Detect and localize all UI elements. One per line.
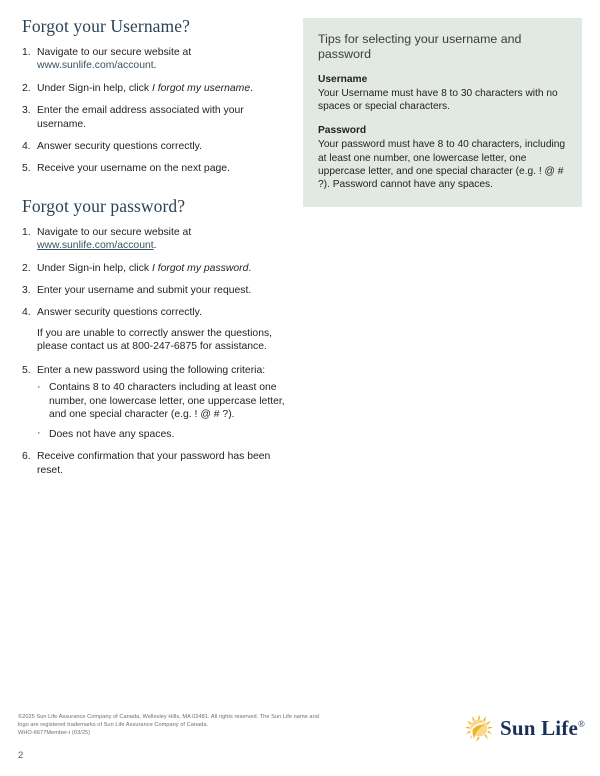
list-item [22,262,294,275]
step-text-tail: . [153,60,157,72]
footer-copyright-line-1: ©2025 Sun Life Assurance Company of Canada, Wellesley Hills, MA 02481. All rights reserved. The Sun Life name and [18,714,319,720]
forgot-username-steps [22,46,294,176]
list-item [22,450,294,477]
list-item [22,140,294,153]
tips-username-text: Your Username must have 8 to 30 characters with no spaces or special characters. [318,88,558,113]
tips-username-label: Username [318,74,368,85]
page-number: 2 [18,750,24,761]
sun-life-logo [462,710,584,746]
criteria-text: Contains 8 to 40 characters including at least one number, one lowercase letter, one uppercase letter, and one special character (e.g. ! @ # ?). [49,382,285,421]
step-number: 2. [22,262,31,274]
list-item [22,306,294,319]
step-number: 4. [22,307,31,319]
step-text-tail: . [248,262,252,274]
step-text-emphasis: I forgot my password [151,262,249,274]
list-item [37,428,294,441]
tips-panel [303,18,582,207]
list-item [22,104,294,131]
criteria-text: Does not have any spaces. [49,428,175,440]
sunlife-account-link[interactable]: www.sunlife.com/account [37,240,154,252]
list-item [22,46,294,73]
page-title-forgot-password: Forgot your password? [22,195,186,216]
sun-life-wordmark-text: Sun Life [500,715,579,740]
list-item [22,82,294,95]
step-text [37,82,294,95]
step-text: Receive your username on the next page. [37,163,230,175]
step-text: Answer security questions correctly. [37,307,202,319]
step-number: 6. [22,451,31,463]
step-text: Enter the email address associated with your username. [37,105,244,130]
password-criteria-list [37,381,294,441]
sun-icon [462,711,496,745]
step-number: 3. [22,285,31,297]
step-text [37,226,294,253]
step-text-tail: . [153,240,157,252]
step-number: 2. [22,82,31,94]
footer-copyright-line-2: logo are registered trademarks of Sun Life Assurance Company of Canada. [18,722,209,729]
page-title-forgot-username: Forgot your Username? [22,16,190,36]
bullet-icon: · [37,380,41,393]
step-text-lead: Navigate to our secure website at [37,226,192,238]
sun-life-wordmark [500,716,585,741]
left-column [22,16,294,486]
step-number: 5. [22,365,31,377]
tips-password-text: Your password must have 8 to 40 characters, including at least one number, one lowercase letter, one uppercase letter, and one special character (e.g. ! @ # ?). Password cannot have any spaces. [318,139,566,191]
footer-legal [18,713,398,738]
forgot-password-steps-continued [22,364,294,477]
step-number: 3. [22,105,31,117]
step-text [37,46,294,73]
step-text-lead: Navigate to our secure website at [37,47,192,58]
step-text: Answer security questions correctly. [37,141,202,153]
step-text-tail: . [250,82,254,94]
list-item [22,162,294,175]
sunlife-account-link[interactable]: www.sunlife.com/account [37,60,154,72]
step-text-lead: Under Sign-in help, click [37,262,152,274]
step-text: Enter a new password using the following criteria: [37,365,266,377]
step-text [37,262,294,275]
footer-document-code: WHO-6677Member-i (03/25) [18,730,91,737]
registered-trademark-symbol: ® [578,718,586,729]
step-text-lead: Under Sign-in help, click [37,82,152,94]
step-text-emphasis: I forgot my username [151,82,251,94]
step-number: 1. [22,47,31,58]
tips-panel-title: Tips for selecting your username and password [318,32,522,61]
step-number: 5. [22,163,31,175]
list-item [37,381,294,421]
list-item [22,284,294,297]
step-number: 4. [22,141,31,153]
bullet-icon: · [37,427,41,440]
step-number: 1. [22,226,31,238]
step-text: Receive confirmation that your password has been reset. [37,451,271,476]
step-text: Enter your username and submit your request. [37,285,252,297]
list-item [22,226,294,253]
contact-note: If you are unable to correctly answer the questions, please contact us at 800-247-6875 for assistance. [37,327,273,353]
list-item [22,364,294,441]
forgot-password-steps [22,226,294,320]
tips-password-label: Password [318,125,367,137]
